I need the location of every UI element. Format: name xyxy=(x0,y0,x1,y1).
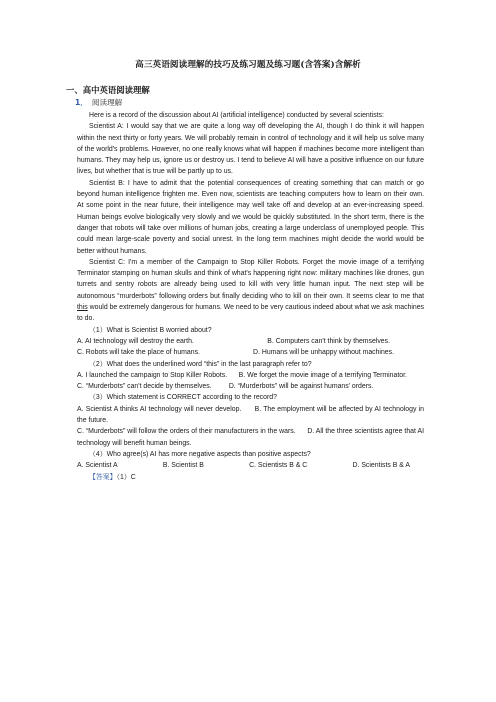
q2-options-cd xyxy=(77,381,424,392)
q4-stem: （4）Who agree(s) AI has more negative aspects than positive aspects? xyxy=(89,450,311,458)
q1-option-d: D. Humans will be unhappy without machines. xyxy=(253,349,394,357)
q3-stem: （3）Which statement is CORRECT according to the record? xyxy=(89,394,277,402)
q1-options-row-1 xyxy=(77,336,424,347)
q2-option-c: C. “Murderbots” can't decide by themselves. xyxy=(77,383,212,391)
document-title: 高三英语阅读理解的技巧及练习题及练习题(含答案)含解析 xyxy=(135,60,361,70)
scientist-b-paragraph: Scientist B: I have to admit that the potential consequences of creating something that can match or go beyond human intelligence frighten me. Even now, scientists are teaching computers how to learn on their own. At some point in the near future, their intelligence may well take off and develop at an ever-increasing speed. Human beings evolve biologically very slowly and we would be quickly substituted. In the short term, there is the danger that robots will take over millions of human jobs, creating a large underclass of unemployed people. This could mean large-scale poverty and social unrest. In the long term machines might decide the world would be better without humans. xyxy=(77,179,424,255)
q3-options-cd xyxy=(77,426,424,449)
q1-option-a: A. AI technology will destroy the earth. xyxy=(77,337,194,345)
q1-option-c: C. Robots will take the place of humans. xyxy=(77,349,200,357)
q2-option-a: A. I launched the campaign to Stop Killer Robots. xyxy=(77,371,228,379)
q1-option-b: B. Computers can't think by themselves. xyxy=(267,337,390,345)
scientist-c-text-after: would be extremely dangerous for humans. We need to be very cautious indeed about what we ask machines to do. xyxy=(77,304,424,323)
q4-option-b: B. Scientist B xyxy=(162,462,204,470)
question-number: 1． xyxy=(75,98,88,107)
scientist-c-paragraph xyxy=(77,257,424,325)
q4-options-row xyxy=(77,460,424,471)
q2-options-ab xyxy=(77,370,424,381)
q1-options-row-2 xyxy=(77,347,424,358)
scientist-c-text-before: Scientist C: I'm a member of the Campaign to Stop Killer Robots. Forget the movie image of a terrifying Terminator stamping on human skulls and think of what's happening right now: military machines like drones, gun turrets and sentry robots are already being used to kill with very little human input. The next step will be autonomous “murderbots” following orders but finally deciding who to kill on their own. It seems clear to me that xyxy=(77,258,424,300)
q1-stem: （1）What is Scientist B worried about? xyxy=(89,326,212,334)
q4-option-a: A. Scientist A xyxy=(77,462,118,470)
q2-option-d: D. “Murderbots” will be against humans' orders. xyxy=(228,383,374,391)
q4-option-d: D. Scientists B & A xyxy=(352,462,410,470)
answer-line xyxy=(77,472,424,483)
q4-option-c: C. Scientists B & C xyxy=(249,462,308,470)
q3-option-d: D. All the three scientists agree that AI technology will benefit human beings. xyxy=(77,428,424,447)
q3-option-a: A. Scientist A thinks AI technology will never develop. xyxy=(77,405,242,413)
q2-stem: （2）What does the underlined word “this” in the last paragraph refer to? xyxy=(89,360,312,368)
q3-option-b: B. The employment will be affected by AI technology in the future. xyxy=(77,405,424,425)
q2-option-b: B. We forget the movie image of a terrifying Terminator. xyxy=(238,371,407,379)
intro-paragraph: Here is a record of the discussion about AI (artificial intelligence) conducted by several scientists: xyxy=(89,112,384,119)
answer-label: 【答案】 xyxy=(89,473,117,481)
question-header xyxy=(75,97,122,108)
section-heading: 一、高中英语阅读理解 xyxy=(66,85,150,95)
passage-body xyxy=(77,110,424,483)
question-label: 阅读理解 xyxy=(91,98,123,107)
q3-options-ab xyxy=(77,404,424,427)
q3-option-c: C. “Murderbots” will follow the orders of their manufacturers in the wars. xyxy=(77,428,296,436)
answer-text: （1）C xyxy=(116,473,136,481)
scientist-a-paragraph: Scientist A: I would say that we are quite a long way off developing the AI, though I do think it will happen within the next thirty or forty years. We will probably remain in control of technology and it will help us solve many of the world's problems. However, no one really knows what will happen if machines become more intelligent than humans. They may help us, ignore us or destroy us. I tend to believe AI will have a positive influence on our future lives, but whether that is true will be partly up to us. xyxy=(77,123,424,176)
underlined-word: this xyxy=(77,304,88,312)
